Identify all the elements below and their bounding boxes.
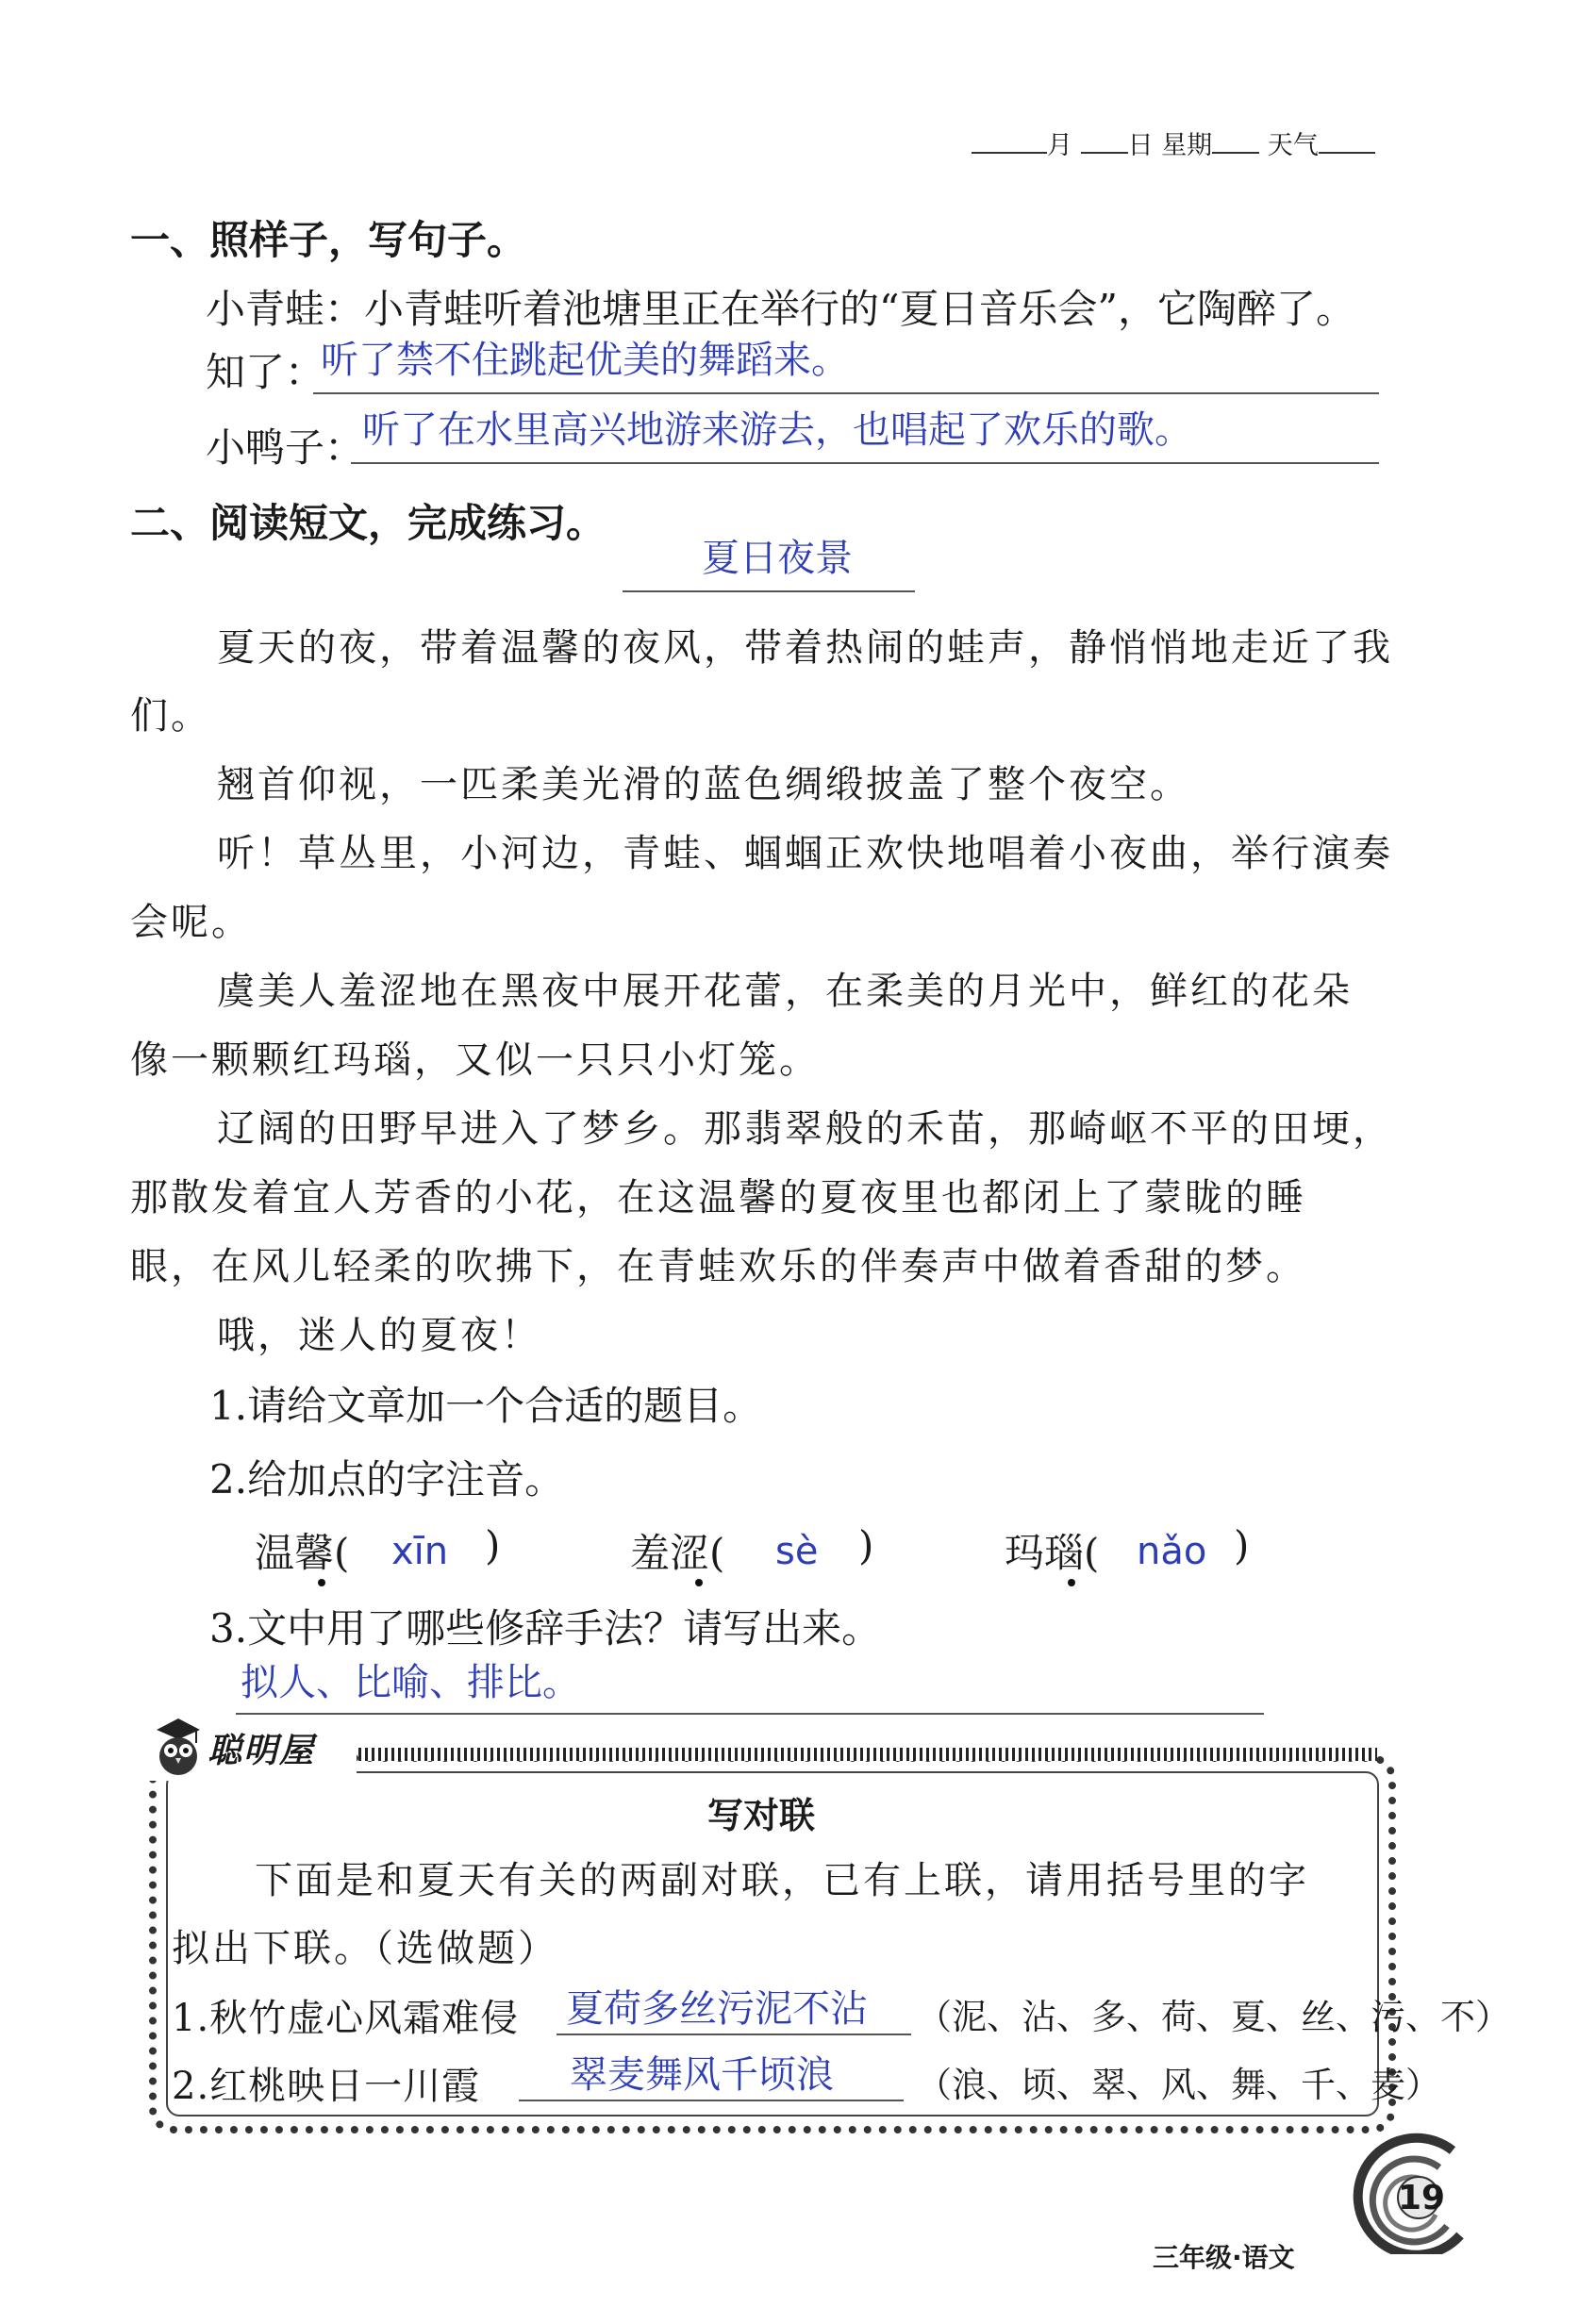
- couplet-answer-2[interactable]: 翠麦舞风千顷浪: [570, 2053, 834, 2097]
- duck-prefix: 小鸭子：: [206, 424, 365, 471]
- weather-blank[interactable]: [1319, 131, 1375, 154]
- badge-label: 聪明屋: [208, 1732, 316, 1770]
- smart-intro-line2: 拟出下联。（选做题）: [172, 1927, 558, 1970]
- couplet-answer-line-2: [519, 2100, 904, 2101]
- paragraph-line: 夏天的夜，带着温馨的夜风，带着热闹的蛙声，静悄悄地走近了我: [217, 626, 1393, 670]
- section1-heading: 一、照样子，写句子。: [130, 217, 527, 263]
- question-1: 1.请给文章加一个合适的题目。: [209, 1383, 763, 1429]
- emphasis-dot: [695, 1579, 703, 1586]
- question-3: 3.文中用了哪些修辞手法？请写出来。: [209, 1605, 882, 1652]
- day-blank[interactable]: [1081, 131, 1128, 154]
- paragraph-line: 们。: [130, 694, 211, 738]
- duck-answer-line: [351, 462, 1379, 464]
- smart-intro-line1: 下面是和夏天有关的两副对联，已有上联，请用括号里的字: [255, 1859, 1309, 1902]
- couplet-chars-2: （浪、顷、翠、风、舞、千、麦）: [917, 2065, 1440, 2105]
- day-label: 日: [1127, 131, 1154, 160]
- month-blank[interactable]: [972, 131, 1047, 154]
- zhiliao-answer[interactable]: 听了禁不住跳起优美的舞蹈来。: [321, 339, 849, 382]
- duck-answer[interactable]: 听了在水里高兴地游来游去，也唱起了欢乐的歌。: [362, 408, 1192, 452]
- paragraph-line: 哦，迷人的夏夜！: [217, 1314, 541, 1357]
- emphasis-dot: [318, 1579, 325, 1586]
- couplet-answer-1[interactable]: 夏荷多丝污泥不沾: [566, 1987, 868, 2031]
- paragraph-line: 虞美人羞涩地在黑夜中展开花蕾，在柔美的月光中，鲜红的花朵: [217, 970, 1353, 1013]
- page-number-badge: [1349, 2132, 1471, 2254]
- paragraph-line: 那散发着宜人芳香的小花，在这温馨的夏夜里也都闭上了蒙眬的睡: [130, 1176, 1306, 1220]
- rhetoric-answer[interactable]: 拟人、比喻、排比。: [241, 1661, 580, 1704]
- smart-box-badge: [149, 1715, 357, 1781]
- date-weather-line: [972, 124, 1375, 161]
- title-answer-line: [623, 590, 915, 592]
- paragraph-line: 听！草丛里，小河边，青蛙、蝈蝈正欢快地唱着小夜曲，举行演奏: [217, 832, 1393, 875]
- pinyin-word-1: 温馨(: [255, 1530, 350, 1576]
- section2-heading: 二、阅读短文，完成练习。: [130, 500, 606, 546]
- owl-scholar-icon: [153, 1717, 204, 1777]
- paragraph-line: 翘首仰视，一匹柔美光滑的蓝色绸缎披盖了整个夜空。: [217, 763, 1190, 806]
- pinyin-word-2: 羞涩(: [630, 1530, 725, 1576]
- grade-subject-label: 三年级·语文: [1153, 2242, 1295, 2273]
- pinyin-close-1: ): [485, 1522, 501, 1569]
- couplet-chars-1: （泥、沾、多、荷、夏、丝、污、不）: [917, 1997, 1510, 2037]
- weather-label: 天气: [1267, 131, 1319, 160]
- couplet-upper-2: 2.红桃映日一川霞: [172, 2065, 481, 2108]
- page-number: 19: [1398, 2179, 1446, 2217]
- rhetoric-answer-line: [236, 1713, 1264, 1715]
- paragraph-line: 眼，在风儿轻柔的吹拂下，在青蛙欢乐的伴奏声中做着香甜的梦。: [130, 1245, 1306, 1288]
- weekday-blank[interactable]: [1212, 131, 1259, 154]
- paragraph-line: 会呢。: [130, 901, 252, 944]
- question-2: 2.给加点的字注音。: [209, 1456, 565, 1502]
- pinyin-answer-3[interactable]: nǎo: [1137, 1530, 1207, 1573]
- couplet-upper-1: 1.秋竹虚心风霜难侵: [172, 1997, 520, 2040]
- paragraph-line: 像一颗颗红玛瑙，又似一只只小灯笼。: [130, 1038, 820, 1082]
- paragraph-line: 辽阔的田野早进入了梦乡。那翡翠般的禾苗，那崎岖不平的田埂，: [217, 1107, 1393, 1151]
- pinyin-close-3: ): [1234, 1522, 1250, 1569]
- passage-title-answer[interactable]: 夏日夜景: [702, 537, 853, 580]
- pinyin-close-2: ): [858, 1522, 874, 1569]
- pinyin-answer-1[interactable]: xīn: [391, 1530, 449, 1573]
- zhiliao-answer-line: [313, 392, 1379, 394]
- emphasis-dot: [1068, 1579, 1075, 1586]
- zhiliao-prefix: 知了：: [206, 349, 325, 395]
- example-sentence: 小青蛙：小青蛙听着池塘里正在举行的“夏日音乐会”，它陶醉了。: [206, 286, 1355, 332]
- decorative-hatch-bar: [358, 1748, 1377, 1761]
- weekday-label: 星期: [1161, 131, 1213, 160]
- pinyin-word-3: 玛瑙(: [1005, 1530, 1100, 1576]
- pinyin-answer-2[interactable]: sè: [775, 1530, 819, 1573]
- month-label: 月: [1047, 131, 1072, 160]
- smart-box-title: 写对联: [707, 1795, 816, 1836]
- couplet-answer-line-1: [557, 2034, 911, 2035]
